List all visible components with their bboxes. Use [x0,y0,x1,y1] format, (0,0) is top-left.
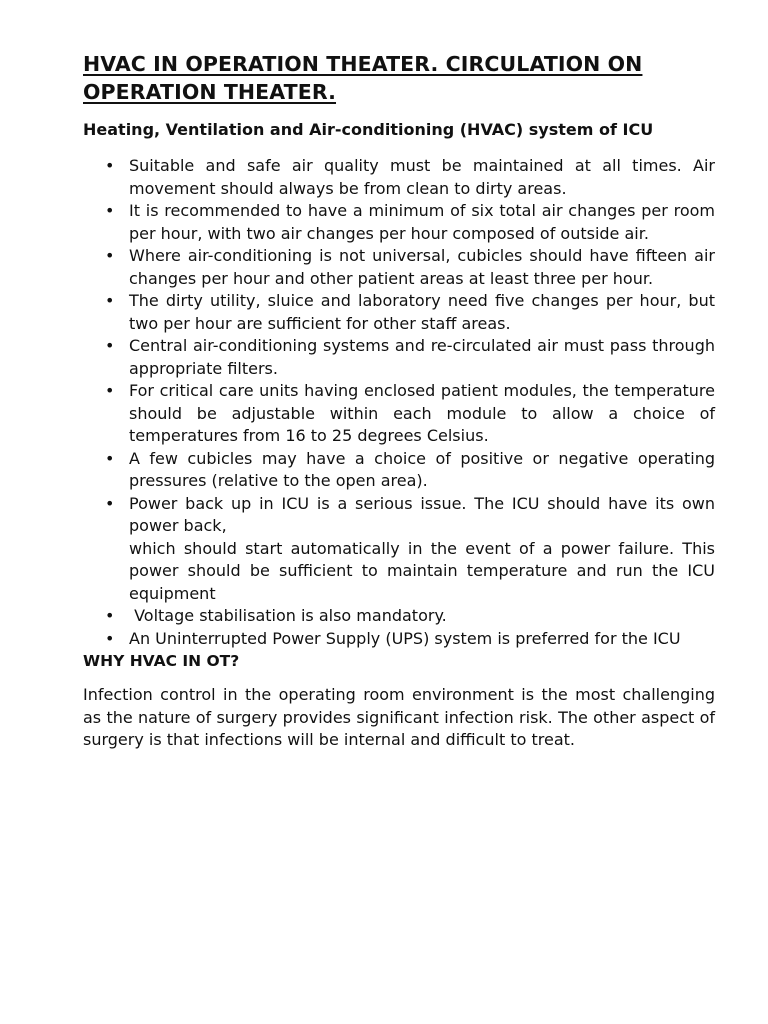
list-item-text: Where air-conditioning is not universal, cubicles should have fifteen air changes per hour and other patient areas at least three per hour. [129,246,715,288]
bullet-icon: • [105,606,115,625]
body-paragraph: Infection control in the operating room environment is the most challenging as the nature of surgery provides significant infection risk. The other aspect of surgery is that infections will be internal and difficult to treat. [83,685,715,749]
list-item [83,605,715,628]
list-item [83,245,715,290]
bullet-list [83,155,715,650]
bullet-icon: • [105,336,115,355]
list-item [83,448,715,493]
list-item [83,155,715,200]
document-page [83,50,715,752]
list-item [83,200,715,245]
list-item-text: Voltage stabilisation is also mandatory. [129,606,447,625]
list-item-continuation: which should start automatically in the event of a power failure. This power should be sufficient to maintain temperature and run the ICU equipment [129,538,715,603]
list-item [83,380,715,448]
bullet-icon: • [105,291,115,310]
why-heading: WHY HVAC IN OT? [83,652,240,670]
list-item-text: Power back up in ICU is a serious issue. The ICU should have its own power back, [129,493,715,535]
list-item [83,628,715,651]
list-item-text: The dirty utility, sluice and laboratory need five changes per hour, but two per hour are sufficient for other staff areas. [129,291,715,333]
list-item [83,335,715,380]
bullet-icon: • [105,448,115,468]
list-item-text: An Uninterrupted Power Supply (UPS) system is preferred for the ICU [129,628,681,648]
list-item-text: Suitable and safe air quality must be maintained at all times. Air movement should always be from clean to dirty areas. [129,156,715,198]
bullet-icon: • [105,381,115,400]
bullet-icon: • [105,493,115,513]
bullet-icon: • [105,201,115,220]
list-item [83,493,715,606]
bullet-icon: • [105,246,115,265]
list-item-text: A few cubicles may have a choice of positive or negative operating pressures (relative to the open area). [129,448,715,490]
document-title: HVAC IN OPERATION THEATER. CIRCULATION ON OPERATION THEATER. [83,52,643,104]
bullet-icon: • [105,628,115,648]
section-heading: Heating, Ventilation and Air-conditioning (HVAC) system of ICU [83,120,654,139]
list-item-text: It is recommended to have a minimum of six total air changes per room per hour, with two air changes per hour composed of outside air. [129,201,715,243]
list-item-text: Central air-conditioning systems and re-circulated air must pass through appropriate filters. [129,336,715,378]
bullet-icon: • [105,156,115,175]
list-item [83,290,715,335]
list-item-text: For critical care units having enclosed patient modules, the temperature should be adjustable within each module to allow a choice of temperatures from 16 to 25 degrees Celsius. [129,381,715,445]
